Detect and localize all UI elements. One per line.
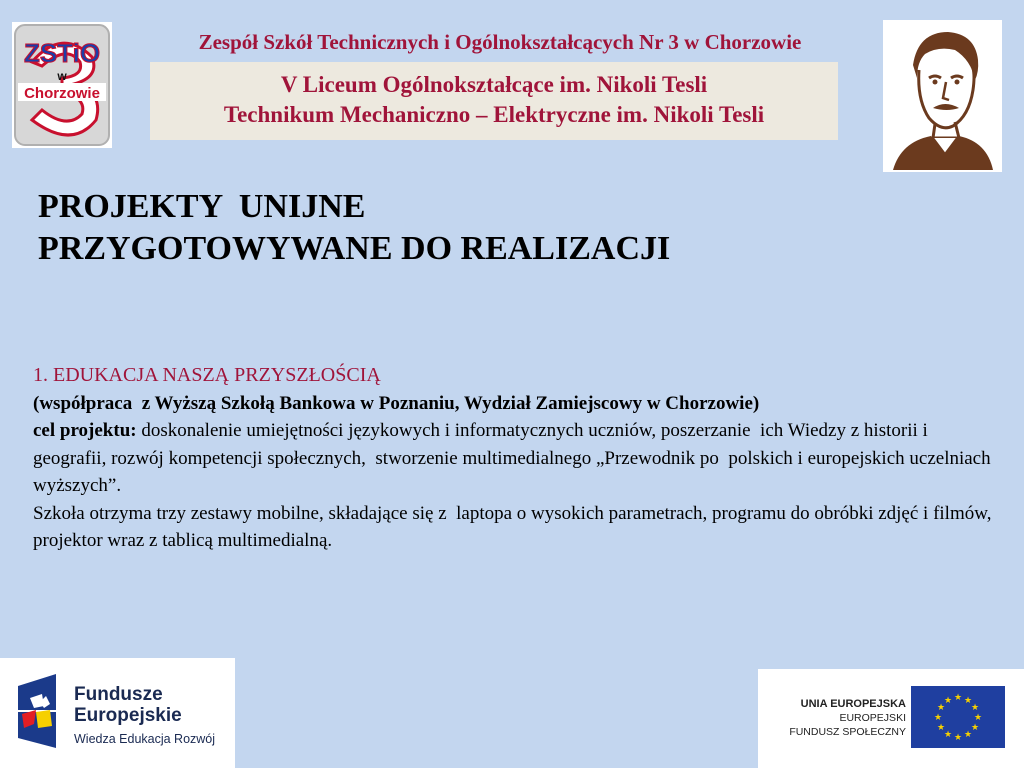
svg-text:★: ★ xyxy=(973,713,983,723)
svg-text:★: ★ xyxy=(943,696,953,706)
goal-text: doskonalenie umiejętności językowych i informatycznych uczniów, poszerzanie ich Wiedzy z historii i geografii, rozwój kompetencji społecznych, stworzenie multimedialnego „Przewodnik po polskich i europejskich uczelniach wyższych”. xyxy=(33,420,996,496)
logo-text-bottom: Chorzowie xyxy=(24,85,100,102)
ue-line-1: UNIA EUROPEJSKA xyxy=(800,698,906,710)
header-line-2: Technikum Mechaniczno – Elektryczne im. Nikoli Tesli xyxy=(223,102,765,127)
school-logo xyxy=(12,22,112,148)
project-heading: 1. EDUKACJA NASZĄ PRZYSZŁOŚCIĄ xyxy=(33,364,381,386)
svg-text:★: ★ xyxy=(953,693,963,703)
goal-label: cel projektu: xyxy=(33,420,137,441)
svg-text:★: ★ xyxy=(963,696,973,706)
project-goal xyxy=(33,417,996,500)
fe-line-1: Fundusze xyxy=(74,684,163,705)
title-line-2: PRZYGOTOWYWANE DO REALIZACJI xyxy=(38,230,671,267)
project-description xyxy=(33,362,997,555)
logo-text-mid: w xyxy=(57,69,67,83)
svg-text:★: ★ xyxy=(933,713,943,723)
project-equipment: Szkoła otrzyma trzy zestawy mobilne, składające się z laptopa o wysokich parametrach, programu do obróbki zdjęć i filmów, projektor wraz z tablicą multimedialną. xyxy=(33,502,997,551)
eu-flag-icon xyxy=(911,686,1005,748)
title-line-1: PROJEKTY UNIJNE xyxy=(38,188,366,225)
svg-text:★: ★ xyxy=(943,730,953,740)
svg-text:★: ★ xyxy=(970,703,980,713)
svg-text:★: ★ xyxy=(936,703,946,713)
tesla-portrait xyxy=(883,20,1002,172)
svg-text:★: ★ xyxy=(953,733,963,743)
fe-line-2: Europejskie xyxy=(74,705,182,726)
logo-text-top: ZSTiO xyxy=(23,38,101,68)
fe-text xyxy=(74,684,215,750)
ue-text xyxy=(780,697,906,739)
ue-line-3: FUNDUSZ SPOŁECZNY xyxy=(789,726,906,738)
school-name: Zespół Szkół Technicznych i Ogólnokształcących Nr 3 w Chorzowie xyxy=(198,30,802,54)
svg-text:★: ★ xyxy=(970,723,980,733)
svg-text:★: ★ xyxy=(963,730,973,740)
fe-line-3: Wiedza Edukacja Rozwój xyxy=(74,732,216,746)
project-partner: (współpraca z Wyższą Szkołą Bankowa w Poznaniu, Wydział Zamiejscowy w Chorzowie) xyxy=(33,392,760,414)
page-title xyxy=(38,186,670,270)
svg-text:★: ★ xyxy=(936,723,946,733)
ue-line-2: EUROPEJSKI xyxy=(839,712,906,724)
unia-europejska-logo xyxy=(758,669,1024,768)
header-line-1: V Liceum Ogólnokształcące im. Nikoli Tesli xyxy=(280,72,708,97)
header-box xyxy=(150,62,838,140)
fundusze-europejskie-logo xyxy=(0,658,235,768)
